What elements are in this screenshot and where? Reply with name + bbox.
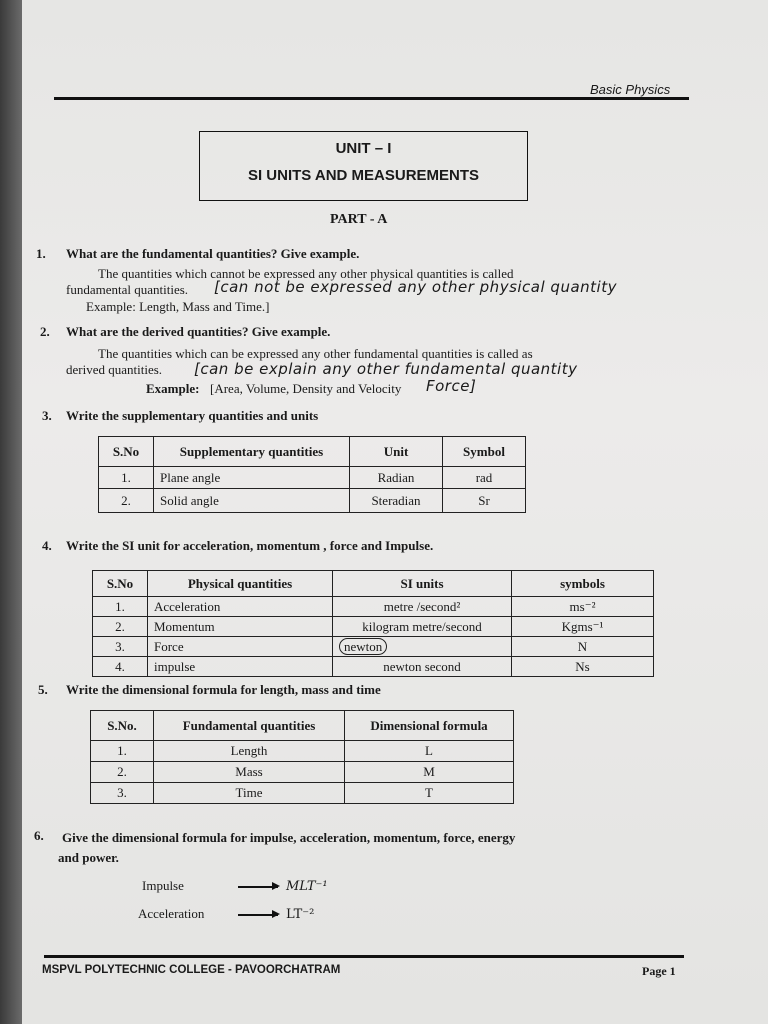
q1-question: What are the fundamental quantities? Give example. [66, 246, 360, 261]
header-cell: S.No [93, 571, 148, 597]
table-header-row [91, 711, 514, 741]
q5-question: Write the dimensional formula for length, mass and time [66, 682, 381, 697]
cell: ms⁻² [512, 597, 654, 617]
supplementary-table [98, 436, 526, 513]
header-cell: Unit [350, 437, 443, 467]
table-row [91, 741, 514, 762]
part-heading: PART - A [330, 212, 388, 227]
cell: Plane angle [154, 467, 350, 489]
cell: kilogram metre/second [333, 617, 512, 637]
item-formula: LT⁻² [286, 907, 315, 922]
cell: Mass [154, 762, 345, 783]
cell: 4. [93, 657, 148, 677]
q4-number: 4. [42, 538, 52, 553]
item-label: Acceleration [138, 906, 205, 921]
cell: 3. [91, 783, 154, 804]
cell: Ns [512, 657, 654, 677]
arrow-icon [238, 886, 278, 888]
cell: impulse [148, 657, 333, 677]
cell: Radian [350, 467, 443, 489]
q6-question-line2: and power. [58, 850, 119, 865]
q2-handwritten-note: [can be explain any other fundamental quantity [194, 360, 578, 378]
q3-question: Write the supplementary quantities and units [66, 408, 319, 423]
document-page [22, 0, 768, 1024]
table-header-row [93, 571, 654, 597]
table-row [93, 597, 654, 617]
book-spine-shadow [0, 0, 22, 1024]
header-cell: Physical quantities [148, 571, 333, 597]
header-cell: Symbol [443, 437, 526, 467]
cell: Sr [443, 489, 526, 513]
q6-item-impulse [142, 878, 328, 894]
q1-answer-line1: The quantities which cannot be expressed any other physical quantities is called [98, 266, 514, 281]
header-cell: SI units [333, 571, 512, 597]
cell: Acceleration [148, 597, 333, 617]
q4-question: Write the SI unit for acceleration, momentum , force and Impulse. [66, 538, 434, 553]
q2-number: 2. [40, 324, 50, 339]
q2-example-text: [Area, Volume, Density and Velocity [210, 381, 402, 396]
cell: 2. [93, 617, 148, 637]
cell [333, 637, 512, 657]
cell: 2. [99, 489, 154, 513]
table-row [93, 657, 654, 677]
table-row [91, 783, 514, 804]
table-row [93, 637, 654, 657]
q6-item-acceleration [138, 906, 314, 922]
q1-number: 1. [36, 246, 46, 261]
cell: rad [443, 467, 526, 489]
cell: metre /second² [333, 597, 512, 617]
cell: N [512, 637, 654, 657]
q6-number: 6. [34, 828, 44, 843]
cell: Solid angle [154, 489, 350, 513]
cell: M [345, 762, 514, 783]
table-row [91, 762, 514, 783]
cell: Kgms⁻¹ [512, 617, 654, 637]
footer-college: MSPVL POLYTECHNIC COLLEGE - PAVOORCHATRAM [42, 964, 341, 976]
q2-question: What are the derived quantities? Give example. [66, 324, 331, 339]
header-cell: Supplementary quantities [154, 437, 350, 467]
footer-rule [44, 955, 684, 958]
q2-example-label: Example: [146, 381, 200, 396]
cell: 2. [91, 762, 154, 783]
unit-number: UNIT – I [335, 140, 392, 157]
cell: L [345, 741, 514, 762]
item-label: Impulse [142, 878, 184, 893]
q6-question-line1: Give the dimensional formula for impulse, acceleration, momentum, force, energy [62, 830, 516, 845]
cell: 1. [91, 741, 154, 762]
item-formula: MLT⁻¹ [286, 879, 328, 894]
table-header-row [99, 437, 526, 467]
table-row [99, 467, 526, 489]
running-header: Basic Physics [590, 82, 671, 97]
header-cell: S.No. [91, 711, 154, 741]
cell: Length [154, 741, 345, 762]
cell: Force [148, 637, 333, 657]
cell: T [345, 783, 514, 804]
table-row [99, 489, 526, 513]
cell: Momentum [148, 617, 333, 637]
unit-title: SI UNITS AND MEASUREMENTS [247, 167, 480, 184]
table-row [93, 617, 654, 637]
arrow-icon [238, 914, 278, 916]
cell: 3. [93, 637, 148, 657]
page-number: Page 1 [642, 964, 676, 978]
q2-answer-line2: derived quantities. [66, 362, 163, 377]
q1-example: Example: Length, Mass and Time.] [86, 299, 270, 314]
q2-handwritten-force: Force] [426, 377, 477, 395]
header-rule [54, 97, 689, 100]
cell: 1. [99, 467, 154, 489]
header-cell: Fundamental quantities [154, 711, 345, 741]
cell: 1. [93, 597, 148, 617]
si-units-table [92, 570, 654, 677]
q1-answer-line2: fundamental quantities. [66, 282, 189, 297]
dimensional-table [90, 710, 514, 804]
cell: Time [154, 783, 345, 804]
header-cell: S.No [99, 437, 154, 467]
q5-number: 5. [38, 682, 48, 697]
q2-answer-line1: The quantities which can be expressed any other fundamental quantities is called as [98, 346, 533, 361]
q1-handwritten-note: [can not be expressed any other physical quantity [214, 278, 617, 296]
q3-number: 3. [42, 408, 52, 423]
unit-title-box [199, 131, 528, 201]
header-cell: symbols [512, 571, 654, 597]
header-cell: Dimensional formula [345, 711, 514, 741]
cell: Steradian [350, 489, 443, 513]
cell: newton second [333, 657, 512, 677]
circled-newton: newton [339, 638, 387, 655]
